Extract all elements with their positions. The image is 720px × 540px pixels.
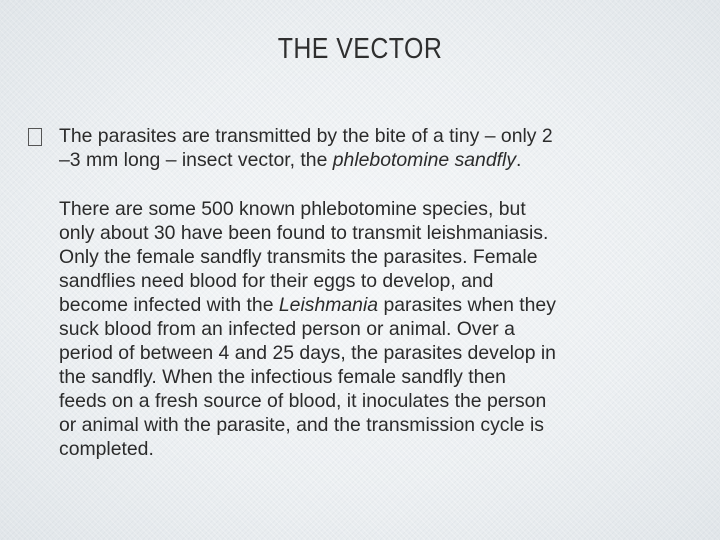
paragraph-species: [59, 197, 709, 461]
paragraph-2-line: There are some 500 known phlebotomine species, but: [59, 198, 526, 220]
text-run: The parasites are transmitted by the bite of a tiny – only 2: [59, 125, 553, 147]
paragraph-2-line: period of between 4 and 25 days, the parasites develop in: [59, 342, 556, 364]
paragraph-2-line: feeds on a fresh source of blood, it inoculates the person: [59, 390, 547, 412]
text-run: –3 mm long – insect vector, the: [59, 149, 333, 171]
text-run: become infected with the: [59, 294, 279, 316]
italic-term: Leishmania: [278, 294, 379, 316]
paragraph-2-line: suck blood from an infected person or animal. Over a: [59, 318, 515, 340]
italic-term: phlebotomine sandfly: [332, 149, 517, 171]
bullet-marker-icon: [28, 128, 42, 146]
slide-title: THE VECTOR: [277, 33, 443, 65]
paragraph-2-line: sandflies need blood for their eggs to develop, and: [59, 270, 494, 292]
paragraph-transmission: [59, 124, 709, 172]
paragraph-2-line: [59, 293, 709, 317]
text-run: .: [516, 149, 522, 171]
paragraph-1-line: [59, 124, 709, 148]
paragraph-2-line: only about 30 have been found to transmit leishmaniasis.: [59, 222, 549, 244]
paragraph-2-line: or animal with the parasite, and the transmission cycle is: [59, 414, 544, 436]
paragraph-2-line: the sandfly. When the infectious female sandfly then: [59, 366, 506, 388]
paragraph-1-line: [59, 148, 709, 172]
paragraph-2-line: Only the female sandfly transmits the parasites. Female: [59, 246, 538, 268]
paragraph-2-line: completed.: [59, 438, 154, 460]
text-run: parasites when they: [378, 294, 556, 316]
